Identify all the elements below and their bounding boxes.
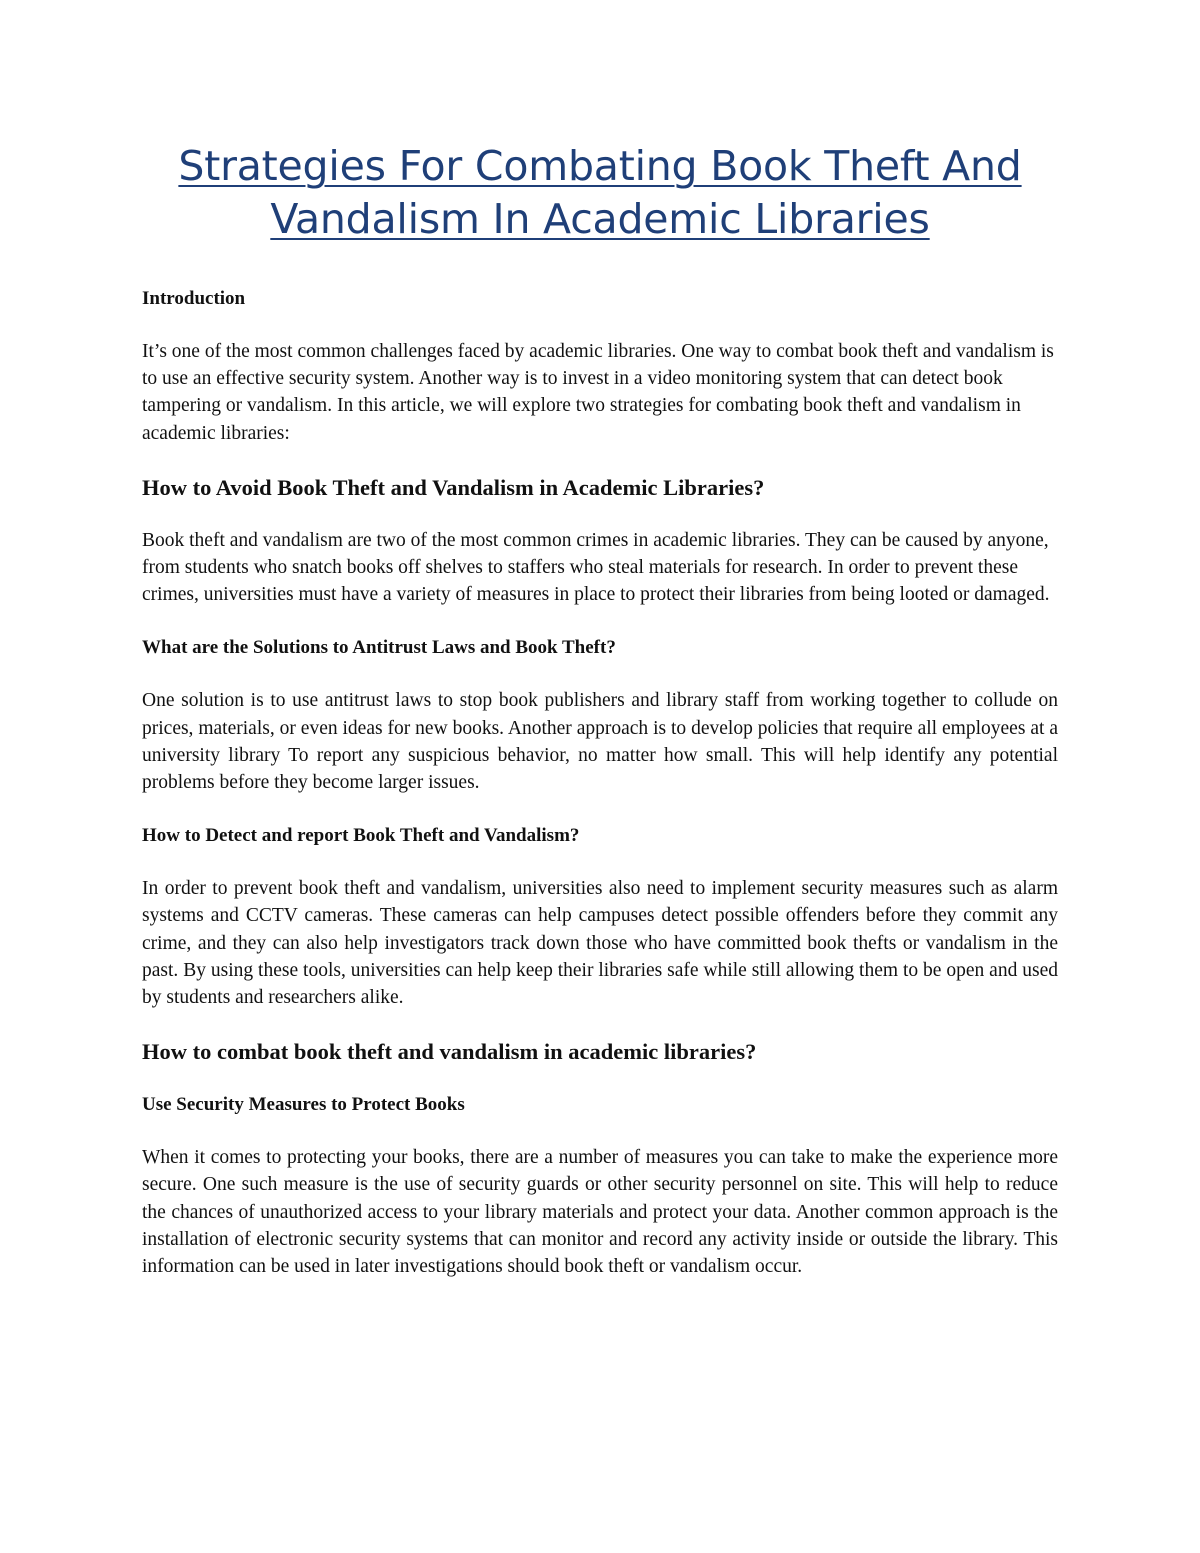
avoid-theft-paragraph: Book theft and vandalism are two of the most common crimes in academic libraries. They can be caused by anyone, from students who snatch books off shelves to staffers who steal materials for research. In order to prevent these crimes, universities must have a variety of measures in place to protect their libraries from being looted or damaged. [142, 529, 1050, 606]
document-page [142, 140, 1058, 1280]
security-measures-paragraph: When it comes to protecting your books, there are a number of measures you can take to make the experience more secure. One such measure is the use of security guards or other security personnel on site. This will help to reduce the chances of unauthorized access to your library materials and protect your data. Another common approach is the installation of electronic security systems that can monitor and record any activity inside or outside the library. This information can be used in later investigations should book theft or vandalism occur. [142, 1147, 1058, 1278]
avoid-theft-heading: How to Avoid Book Theft and Vandalism in Academic Libraries? [142, 474, 765, 500]
document-title: Strategies For Combating Book Theft And Vandalism In Academic Libraries [178, 142, 1022, 243]
introduction-heading: Introduction [142, 288, 246, 309]
security-measures-heading: Use Security Measures to Protect Books [142, 1094, 465, 1116]
solutions-paragraph: One solution is to use antitrust laws to stop book publishers and library staff from working together to collude on prices, materials, or even ideas for new books. Another approach is to develop policies that require all employees at a university library To report any suspicious behavior, no matter how small. This will help identify any potential problems before they become larger issues. [142, 690, 1058, 794]
introduction-paragraph: It’s one of the most common challenges faced by academic libraries. One way to combat book theft and vandalism is to use an effective security system. Another way is to invest in a video monitoring system that can detect book tampering or vandalism. In this article, we will explore two strategies for combating book theft and vandalism in academic libraries: [142, 341, 1054, 444]
solutions-heading: What are the Solutions to Antitrust Laws and Book Theft? [142, 637, 616, 659]
combat-heading: How to combat book theft and vandalism in academic libraries? [142, 1039, 757, 1065]
detect-report-paragraph: In order to prevent book theft and vandalism, universities also need to implement security measures such as alarm systems and CCTV cameras. These cameras can help campuses detect possible offenders before they commit any crime, and they can also help investigators track down those who have committed book thefts or vandalism in the past. By using these tools, universities can help keep their libraries safe while still allowing them to be open and used by students and researchers alike. [142, 878, 1058, 1009]
detect-report-heading: How to Detect and report Book Theft and Vandalism? [142, 825, 580, 847]
